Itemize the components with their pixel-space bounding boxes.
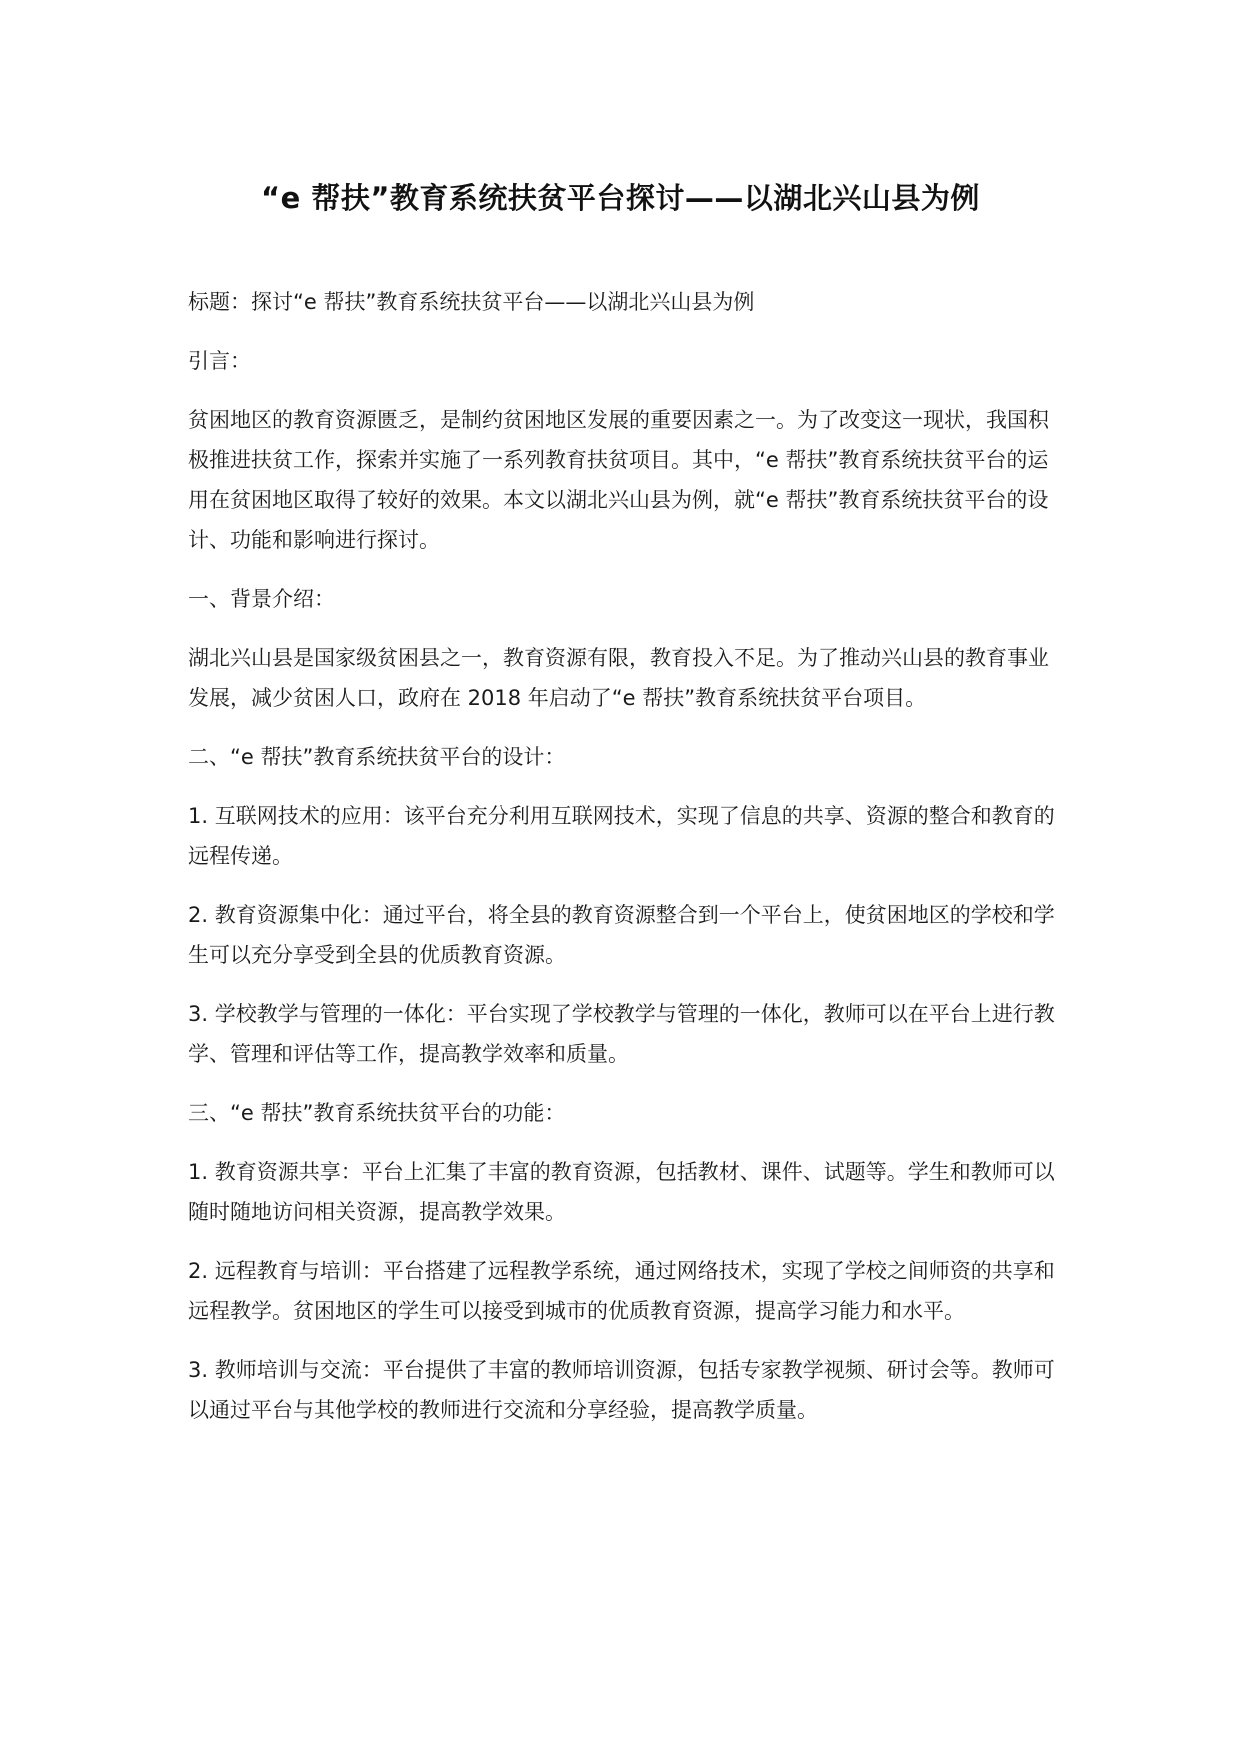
section-heading-design: 二、“e 帮扶”教育系统扶贫平台的设计：: [188, 745, 566, 769]
section-heading-introduction: 引言：: [188, 349, 251, 373]
list-item-function-1: 1. 教育资源共享：平台上汇集了丰富的教育资源，包括教材、课件、试题等。学生和教师可以随时随地访问相关资源，提高教学效果。: [188, 1160, 1055, 1224]
document-body: [188, 282, 1068, 1449]
list-item-function-3: 3. 教师培训与交流：平台提供了丰富的教师培训资源，包括专家教学视频、研讨会等。教师可以通过平台与其他学校的教师进行交流和分享经验，提高教学质量。: [188, 1358, 1055, 1422]
paragraph-background: 湖北兴山县是国家级贫困县之一，教育资源有限，教育投入不足。为了推动兴山县的教育事业发展，减少贫困人口，政府在 2018 年启动了“e 帮扶”教育系统扶贫平台项目。: [188, 646, 1049, 710]
list-item-design-2: 2. 教育资源集中化：通过平台，将全县的教育资源整合到一个平台上，使贫困地区的学校和学生可以充分享受到全县的优质教育资源。: [188, 903, 1055, 967]
list-item-design-3: 3. 学校教学与管理的一体化：平台实现了学校教学与管理的一体化，教师可以在平台上进行教学、管理和评估等工作，提高教学效率和质量。: [188, 1002, 1055, 1066]
paragraph-introduction: 贫困地区的教育资源匮乏，是制约贫困地区发展的重要因素之一。为了改变这一现状，我国积极推进扶贫工作，探索并实施了一系列教育扶贫项目。其中，“e 帮扶”教育系统扶贫平台的运用在贫困地区取得了较好的效果。本文以湖北兴山县为例，就“e 帮扶”教育系统扶贫平台的设计、功能和影响进行探讨。: [188, 408, 1049, 552]
section-heading-background: 一、背景介绍：: [188, 587, 335, 611]
list-item-function-2: 2. 远程教育与培训：平台搭建了远程教学系统，通过网络技术，实现了学校之间师资的共享和远程教学。贫困地区的学生可以接受到城市的优质教育资源，提高学习能力和水平。: [188, 1259, 1055, 1323]
section-heading-functions: 三、“e 帮扶”教育系统扶贫平台的功能：: [188, 1101, 566, 1125]
list-item-design-1: 1. 互联网技术的应用：该平台充分利用互联网技术，实现了信息的共享、资源的整合和教育的远程传递。: [188, 804, 1055, 868]
page-title: “e 帮扶”教育系统扶贫平台探讨——以湖北兴山县为例: [261, 181, 980, 215]
subtitle-line: 标题：探讨“e 帮扶”教育系统扶贫平台——以湖北兴山县为例: [188, 290, 755, 314]
